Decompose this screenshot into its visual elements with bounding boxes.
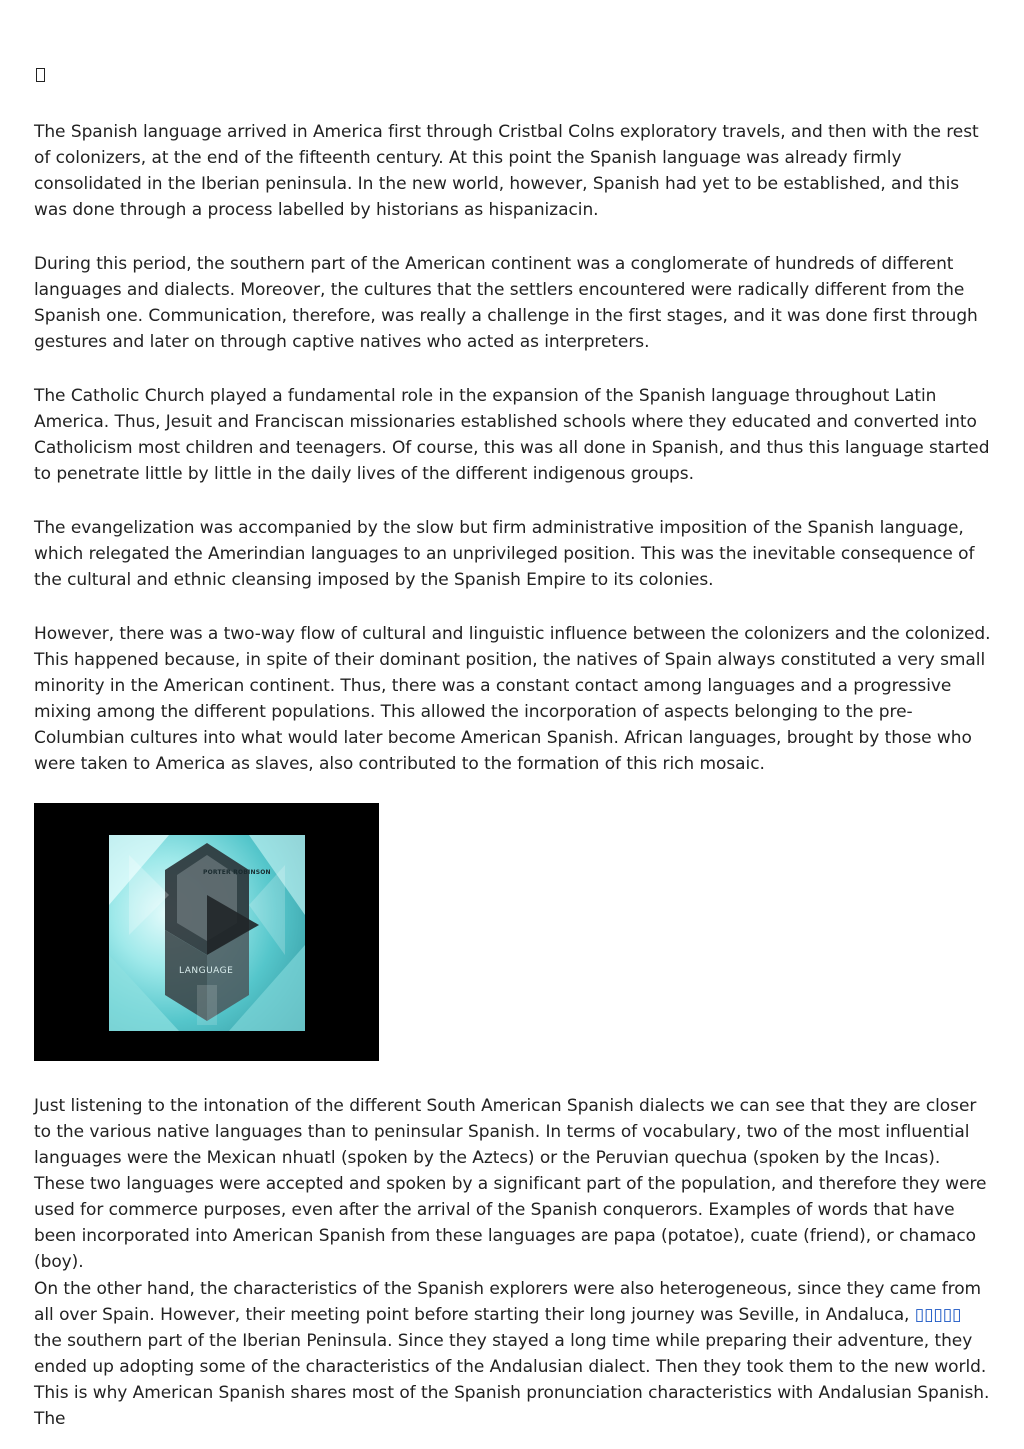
paragraph-6: Just listening to the intonation of the different South American Spanish dialects we can see that they are closer to the various native languages than to peninsular Spanish. In terms of vocabulary, two of the most influential languages were the Mexican nhuatl (spoken by the Aztecs) or the Peruvian quechua (spoken by the Incas). These two languages were accepted and spoken by a significant part of the population, and therefore they were used for commerce purposes, even after the arrival of the Spanish conquerors. Examples of words that have been incorporated into American Spanish from these languages are papa (potatoe), cuate (friend), or chamaco (boy).: [34, 1096, 987, 1272]
paragraph-1: The Spanish language arrived in America first through Cristbal Colns exploratory travels, and then with the rest of colonizers, at the end of the fifteenth century. At this point the Spanish language was already firmly consolidated in the Iberian peninsula. In the new world, however, Spanish had yet to be established, and this was done through a process labelled by historians as hispanizacin.: [34, 122, 979, 220]
inline-link[interactable]: ▯▯▯▯▯: [914, 1305, 962, 1325]
paragraph-7-text-end: the southern part of the Iberian Peninsula. Since they stayed a long time while preparing their adventure, they ended up adopting some of the characteristics of the Andalusian dialect. Then they took them to the new world. This is why American Spanish shares most of the Spanish pronunciation characteristics with Andalusian Spanish. The: [34, 1331, 990, 1429]
paragraph-4: The evangelization was accompanied by the slow but firm administrative imposition of the Spanish language, which relegated the Amerindian languages to an unprivileged position. This was the inevitable consequence of the cultural and ethnic cleansing imposed by the Spanish Empire to its colonies.: [34, 518, 975, 590]
paragraph-2: During this period, the southern part of the American continent was a conglomerate of hundreds of different languages and dialects. Moreover, the cultures that the settlers encountered were radically different from the Spanish one. Communication, therefore, was really a challenge in the first stages, and it was done first through gestures and later on through captive natives who acted as interpreters.: [34, 254, 978, 352]
missing-glyph-icon: [36, 68, 45, 82]
cover-title-label: LANGUAGE: [179, 966, 234, 976]
album-cover-image: [109, 835, 305, 1031]
cover-art-graphic: [109, 835, 305, 1031]
cover-brand-label: PORTER ROBINSON: [203, 869, 271, 876]
embedded-media-thumbnail[interactable]: [34, 803, 379, 1061]
paragraph-5: However, there was a two-way flow of cultural and linguistic influence between the colonizers and the colonized. This happened because, in spite of their dominant position, the natives of Spain always constituted a very small minority in the American continent. Thus, there was a constant contact among languages and a progressive mixing among the different populations. This allowed the incorporation of aspects belonging to the pre-Columbian cultures into what would later become American Spanish. African languages, brought by those who were taken to America as slaves, also contributed to the formation of this rich mosaic.: [34, 624, 991, 774]
paragraph-3: The Catholic Church played a fundamental role in the expansion of the Spanish language throughout Latin America. Thus, Jesuit and Franciscan missionaries established schools where they educated and converted into Catholicism most children and teenagers. Of course, this was all done in Spanish, and thus this language started to penetrate little by little in the daily lives of the different indigenous groups.: [34, 386, 990, 484]
paragraph-7: [34, 1276, 994, 1432]
paragraph-7-text-start: On the other hand, the characteristics of the Spanish explorers were also heterogeneous, since they came from all over Spain. However, their meeting point before starting their long journey was Seville, in Andaluca,: [34, 1279, 982, 1325]
